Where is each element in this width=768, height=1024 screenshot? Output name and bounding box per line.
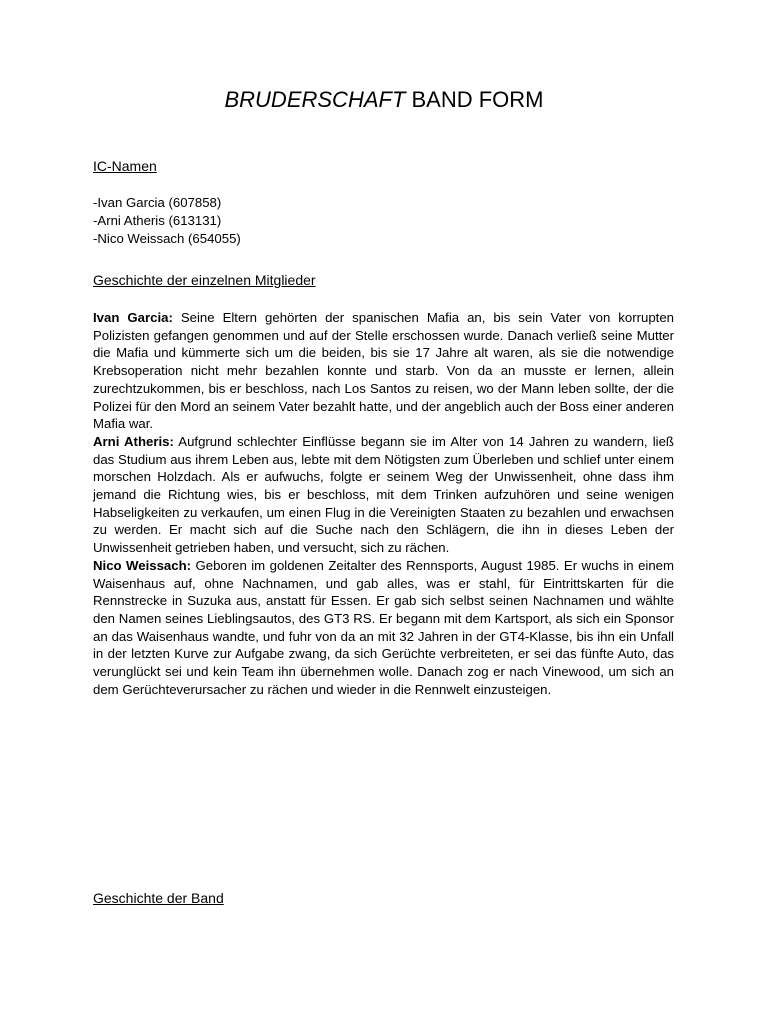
ic-names-heading: IC-Namen: [93, 158, 157, 174]
bio-arni-atheris: [93, 433, 674, 557]
bio-nico-weissach: [93, 557, 674, 699]
document-title: [0, 86, 768, 114]
ic-name-item: -Arni Atheris (613131): [93, 213, 222, 228]
title-italic: BRUDERSCHAFT: [224, 87, 406, 112]
ic-name-item: -Ivan Garcia (607858): [93, 195, 222, 210]
bio-text: Seine Eltern gehörten der spanischen Mafia an, bis sein Vater von korrupten Polizisten gefangen genommen und auf der Stelle erschossen wurde. Danach verließ seine Mutter die Mafia und kümmerte sich um die beiden, bis sie 17 Jahre alt waren, als sie die notwendige Krebsoperation nicht mehr bezahlen konnte und starb. Von da an musste er lernen, allein zurechtzukommen, bis er beschloss, nach Los Santos zu reisen, wo der Mann leben sollte, der die Polizei für den Mord an seinem Vater bezahlt hatte, und der angeblich auch der Boss einer anderen Mafia war.: [93, 310, 674, 432]
band-history-heading: Geschichte der Band: [93, 890, 224, 906]
bio-ivan-garcia: [93, 309, 674, 433]
ic-names-list: [93, 194, 241, 248]
bio-name: Ivan Garcia:: [93, 310, 173, 325]
bio-name: Arni Atheris:: [93, 433, 174, 449]
bio-text: Aufgrund schlechter Einflüsse begann sie im Alter von 14 Jahren zu wandern, ließ das Studium aus ihrem Leben aus, lebte mit dem Nötigsten zum Überleben und schlief unter einem morschen Holzdach. Als er aufwuchs, folgte er seinem Weg der Unwissenheit, ohne dass ihm jemand die Richtung wies, bis er beschloss, mit dem Trinken aufzuhören und seine wenigen Habseligkeiten zu verkaufen, um einen Flug in die Vereinigten Staaten zu bezahlen und erwachsen zu werden. Er macht sich auf die Suche nach den Schlägern, die ihn in dieses Leben der Unwissenheit getrieben haben, und versucht, sich zu rächen.: [93, 433, 674, 556]
ic-name-item: -Nico Weissach (654055): [93, 231, 241, 246]
member-history-heading: Geschichte der einzelnen Mitglieder: [93, 272, 316, 288]
member-bios: [93, 309, 674, 698]
title-rest: BAND FORM: [405, 87, 544, 112]
bio-name: Nico Weissach:: [93, 557, 192, 573]
bio-text: Geboren im goldenen Zeitalter des Rennsports, August 1985. Er wuchs in einem Waisenhaus auf, ohne Nachnamen, und gab alles, was er stahl, für Eintrittskarten für die Rennstrecke in Suzuka aus, anstatt für Essen. Er gab sich selbst seinen Nachnamen und wählte den Namen seines Lieblingsautos, des GT3 RS. Er begann mit dem Kartsport, als sich ein Sponsor an das Waisenhaus wandte, und fuhr von da an mit 32 Jahren in der GT4-Klasse, bis ihn ein Unfall in der letzten Kurve zur Aufgabe zwang, da sich Gerüchte verbreiteten, er sei das fünfte Auto, das verunglückt sei und kein Team ihn übernehmen wolle. Danach zog er nach Vinewood, um sich an dem Gerüchteverursacher zu rächen und wieder in die Rennwelt einzusteigen.: [93, 557, 675, 697]
